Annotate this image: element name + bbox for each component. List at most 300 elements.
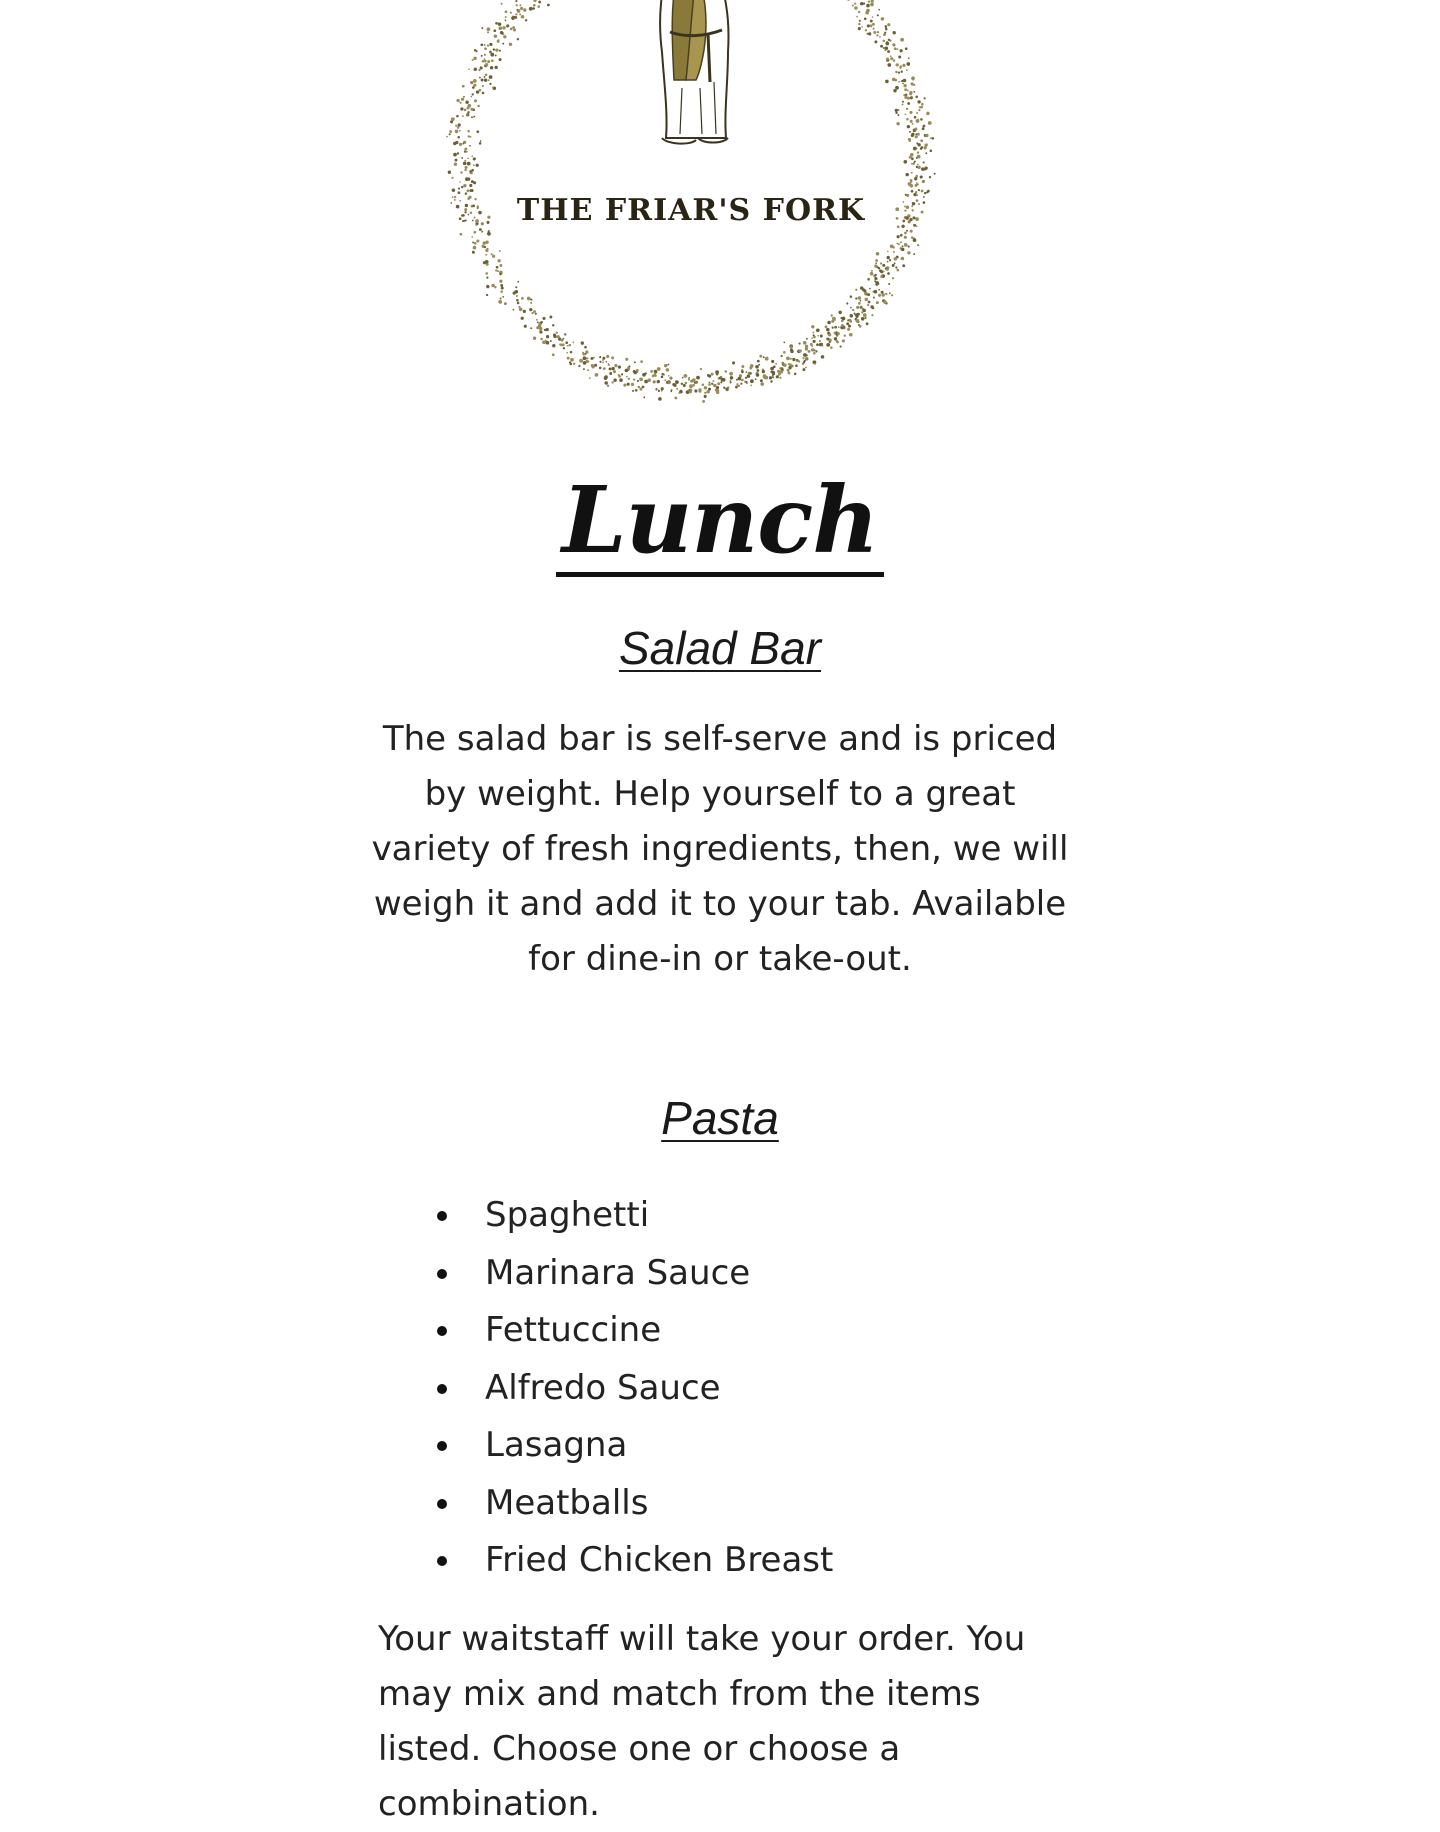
stipple-dot — [587, 357, 589, 359]
stipple-dot — [485, 249, 488, 252]
stipple-dot — [909, 221, 911, 223]
stipple-dot — [469, 189, 472, 192]
stipple-dot — [871, 0, 874, 3]
stipple-dot — [637, 380, 639, 382]
stipple-dot — [627, 383, 630, 386]
stipple-dot — [494, 286, 496, 288]
stipple-dot — [890, 55, 892, 57]
stipple-dot — [872, 23, 875, 26]
stipple-dot — [485, 241, 488, 244]
stipple-dot — [749, 372, 752, 375]
stipple-dot — [861, 317, 865, 321]
stipple-dot — [781, 355, 783, 357]
stipple-dot — [461, 98, 464, 101]
stipple-dot — [920, 175, 923, 178]
pasta-item-label: Meatballs — [485, 1483, 648, 1523]
stipple-dot — [470, 96, 472, 98]
stipple-dot — [487, 232, 491, 236]
stipple-dot — [502, 43, 504, 45]
stipple-dot — [501, 3, 503, 5]
stipple-dot — [726, 388, 729, 391]
stipple-dot — [916, 142, 918, 144]
stipple-dot — [455, 130, 459, 134]
stipple-dot — [604, 381, 607, 384]
stipple-dot — [931, 137, 934, 140]
stipple-dot — [915, 96, 918, 99]
stipple-dot — [633, 378, 635, 380]
stipple-dot — [779, 367, 781, 369]
stipple-dot — [836, 340, 838, 342]
stipple-dot — [745, 377, 747, 379]
list-item — [420, 1417, 833, 1475]
stipple-dot — [482, 85, 484, 87]
stipple-dot — [883, 33, 886, 36]
stipple-dot — [458, 123, 461, 126]
stipple-dot — [581, 341, 584, 344]
stipple-dot — [850, 295, 853, 298]
stipple-dot — [895, 207, 899, 211]
stipple-dot — [473, 157, 476, 160]
stipple-dot — [467, 177, 470, 180]
stipple-dot — [459, 143, 462, 146]
stipple-dot — [711, 373, 714, 376]
stipple-dot — [465, 192, 467, 194]
stipple-dot — [602, 359, 604, 361]
stipple-dot — [913, 162, 915, 164]
stipple-dot — [702, 383, 705, 386]
stipple-dot — [451, 117, 455, 121]
stipple-dot — [905, 47, 908, 50]
stipple-dot — [467, 130, 470, 133]
stipple-dot — [489, 51, 492, 54]
stipple-dot — [921, 167, 925, 171]
stipple-dot — [716, 391, 720, 395]
stipple-dot — [491, 59, 494, 62]
stipple-dot — [788, 366, 791, 369]
stipple-dot — [901, 80, 904, 83]
stipple-dot — [479, 89, 482, 92]
stipple-dot — [741, 365, 744, 368]
stipple-dot — [684, 374, 688, 378]
stipple-dot — [769, 376, 772, 379]
stipple-dot — [898, 56, 901, 59]
stipple-dot — [479, 142, 482, 145]
stipple-dot — [735, 386, 738, 389]
stipple-dot — [893, 251, 895, 253]
stipple-dot — [472, 59, 474, 61]
stipple-dot — [829, 341, 831, 343]
stipple-dot — [628, 378, 630, 380]
stipple-dot — [913, 147, 917, 151]
stipple-dot — [530, 302, 532, 304]
stipple-dot — [474, 49, 476, 51]
stipple-dot — [599, 367, 602, 370]
stipple-dot — [868, 32, 871, 35]
stipple-dot — [903, 160, 907, 164]
stipple-dot — [654, 372, 656, 374]
stipple-dot — [704, 386, 707, 389]
stipple-dot — [880, 275, 883, 278]
stipple-dot — [689, 384, 693, 388]
stipple-dot — [910, 120, 913, 123]
stipple-dot — [892, 78, 895, 81]
stipple-dot — [888, 283, 890, 285]
stipple-dot — [478, 211, 482, 215]
stipple-dot — [923, 161, 925, 163]
stipple-dot — [612, 381, 614, 383]
stipple-dot — [740, 383, 742, 385]
stipple-dot — [877, 14, 879, 16]
stipple-dot — [907, 251, 910, 254]
stipple-dot — [895, 71, 897, 73]
stipple-dot — [704, 392, 706, 394]
stipple-dot — [488, 79, 490, 81]
stipple-dot — [867, 293, 870, 296]
stipple-dot — [886, 57, 889, 60]
stipple-dot — [722, 378, 725, 381]
stipple-dot — [907, 102, 910, 105]
stipple-dot — [459, 181, 461, 183]
stipple-dot — [881, 291, 884, 294]
stipple-dot — [516, 295, 518, 297]
stipple-dot — [885, 42, 889, 46]
stipple-dot — [487, 27, 491, 31]
stipple-dot — [472, 220, 474, 222]
stipple-dot — [446, 136, 448, 138]
stipple-dot — [459, 217, 462, 220]
stipple-dot — [491, 253, 493, 255]
stipple-dot — [473, 231, 476, 234]
stipple-dot — [466, 114, 468, 116]
stipple-dot — [813, 340, 816, 343]
stipple-dot — [911, 163, 913, 165]
stipple-dot — [454, 196, 456, 198]
stipple-dot — [883, 47, 885, 49]
stipple-dot — [900, 241, 902, 243]
stipple-dot — [813, 336, 816, 339]
stipple-dot — [532, 7, 535, 10]
stipple-dot — [892, 43, 895, 46]
stipple-dot — [469, 184, 472, 187]
stipple-dot — [657, 380, 660, 383]
stipple-dot — [906, 206, 910, 210]
stipple-dot — [463, 184, 466, 187]
stipple-dot — [914, 128, 917, 131]
stipple-dot — [487, 60, 490, 63]
stipple-dot — [902, 245, 904, 247]
stipple-dot — [841, 324, 844, 327]
stipple-dot — [826, 337, 829, 340]
stipple-dot — [521, 297, 524, 300]
stipple-dot — [866, 322, 869, 325]
stipple-dot — [842, 339, 845, 342]
stipple-dot — [474, 68, 477, 71]
stipple-dot — [897, 114, 899, 116]
stipple-dot — [811, 337, 813, 339]
stipple-dot — [863, 313, 867, 317]
stipple-dot — [634, 361, 636, 363]
stipple-dot — [881, 17, 885, 21]
stipple-dot — [510, 28, 513, 31]
stipple-dot — [913, 253, 915, 255]
stipple-dot — [906, 108, 908, 110]
stipple-dot — [878, 289, 880, 291]
stipple-dot — [583, 368, 585, 370]
stipple-dot — [792, 358, 795, 361]
stipple-dot — [905, 216, 909, 220]
stipple-dot — [607, 385, 609, 387]
stipple-dot — [494, 34, 497, 37]
stipple-dot — [587, 369, 589, 371]
stipple-dot — [516, 299, 519, 302]
stipple-dot — [730, 381, 732, 383]
stipple-dot — [466, 151, 468, 153]
list-item — [420, 1302, 833, 1360]
stipple-dot — [891, 294, 893, 296]
stipple-dot — [471, 155, 473, 157]
stipple-dot — [799, 349, 802, 352]
stipple-dot — [890, 245, 894, 249]
stipple-dot — [681, 383, 683, 385]
stipple-dot — [482, 92, 485, 95]
stipple-dot — [902, 201, 904, 203]
stipple-dot — [795, 364, 798, 367]
stipple-dot — [678, 392, 680, 394]
stipple-dot — [895, 112, 897, 114]
stipple-dot — [744, 381, 746, 383]
stipple-dot — [909, 131, 911, 133]
stipple-dot — [524, 325, 527, 328]
stipple-dot — [855, 289, 857, 291]
stipple-dot — [676, 388, 678, 390]
stipple-dot — [917, 244, 919, 246]
stipple-dot — [448, 171, 451, 174]
stipple-dot — [713, 384, 716, 387]
stipple-dot — [473, 205, 476, 208]
stipple-dot — [549, 316, 552, 319]
stipple-dot — [667, 382, 670, 385]
stipple-dot — [517, 281, 519, 283]
stipple-dot — [804, 342, 806, 344]
stipple-dot — [916, 112, 918, 114]
stipple-dot — [831, 320, 834, 323]
stipple-dot — [917, 183, 919, 185]
stipple-dot — [712, 380, 714, 382]
stipple-dot — [904, 206, 906, 208]
stipple-dot — [867, 33, 869, 35]
stipple-dot — [756, 373, 760, 377]
stipple-dot — [772, 375, 774, 377]
stipple-dot — [860, 2, 863, 5]
stipple-dot — [730, 376, 734, 380]
stipple-dot — [834, 326, 837, 329]
stipple-dot — [870, 272, 874, 276]
bullet-icon — [437, 1384, 447, 1394]
stipple-dot — [763, 374, 767, 378]
stipple-dot — [906, 69, 908, 71]
stipple-dot — [913, 238, 915, 240]
stipple-dot — [913, 224, 916, 227]
stipple-dot — [476, 90, 479, 93]
stipple-dot — [467, 189, 470, 192]
stipple-dot — [858, 27, 861, 30]
stipple-dot — [874, 290, 878, 294]
stipple-dot — [915, 133, 917, 135]
stipple-dot — [473, 84, 476, 87]
stipple-dot — [647, 378, 651, 382]
stipple-dot — [865, 11, 869, 15]
stipple-dot — [492, 87, 494, 89]
stipple-dot — [894, 262, 896, 264]
stipple-dot — [499, 58, 502, 61]
stipple-dot — [585, 350, 588, 353]
stipple-dot — [462, 214, 465, 217]
bullet-icon — [437, 1499, 447, 1509]
stipple-dot — [611, 367, 614, 370]
bullet-icon — [437, 1211, 447, 1221]
stipple-dot — [638, 386, 641, 389]
stipple-dot — [500, 290, 503, 293]
stipple-dot — [783, 351, 786, 354]
stipple-dot — [924, 146, 927, 149]
stipple-dot — [621, 373, 623, 375]
stipple-dot — [613, 370, 616, 373]
stipple-dot — [469, 145, 471, 147]
stipple-dot — [521, 317, 524, 320]
stipple-dot — [450, 202, 452, 204]
stipple-dot — [457, 126, 460, 129]
stipple-dot — [609, 367, 612, 370]
stipple-dot — [870, 3, 874, 7]
stipple-dot — [481, 27, 483, 29]
stipple-dot — [888, 39, 890, 41]
stipple-dot — [889, 259, 891, 261]
stipple-dot — [567, 345, 569, 347]
stipple-dot — [486, 294, 488, 296]
stipple-dot — [900, 234, 903, 237]
stipple-dot — [502, 296, 504, 298]
stipple-dot — [921, 103, 924, 106]
stipple-dot — [454, 199, 456, 201]
stipple-dot — [480, 140, 482, 142]
stipple-dot — [467, 162, 471, 166]
stipple-dot — [892, 264, 895, 267]
stipple-dot — [811, 345, 813, 347]
stipple-dot — [520, 7, 523, 10]
stipple-dot — [880, 262, 882, 264]
stipple-dot — [902, 264, 905, 267]
stipple-dot — [614, 364, 617, 367]
stipple-dot — [708, 383, 711, 386]
stipple-dot — [655, 388, 657, 390]
stipple-dot — [811, 348, 814, 351]
stipple-dot — [483, 261, 486, 264]
stipple-dot — [747, 375, 750, 378]
stipple-dot — [732, 361, 735, 364]
stipple-dot — [499, 273, 501, 275]
stipple-dot — [661, 376, 664, 379]
stipple-dot — [468, 214, 470, 216]
stipple-dot — [830, 346, 833, 349]
logo-wordmark: THE FRIAR'S FORK — [517, 193, 865, 228]
stipple-dot — [926, 191, 928, 193]
stipple-dot — [898, 243, 900, 245]
stipple-dot — [666, 368, 670, 372]
stipple-dot — [813, 352, 816, 355]
stipple-dot — [755, 378, 757, 380]
stipple-dot — [913, 193, 916, 196]
stipple-dot — [470, 212, 473, 215]
stipple-dot — [451, 177, 453, 179]
friar-figure-icon — [660, 0, 728, 144]
stipple-dot — [928, 121, 932, 125]
stipple-dot — [618, 366, 621, 369]
friars-fork-logo — [446, 0, 936, 402]
stipple-dot — [477, 205, 479, 207]
stipple-dot — [489, 43, 492, 46]
stipple-dot — [921, 211, 924, 214]
stipple-dot — [854, 3, 856, 5]
stipple-dot — [533, 4, 536, 7]
stipple-dot — [816, 343, 819, 346]
stipple-dot — [874, 277, 877, 280]
stipple-dot — [840, 346, 842, 348]
stipple-dot — [623, 384, 626, 387]
stipple-dot — [909, 92, 912, 95]
bullet-icon — [437, 1326, 447, 1336]
stipple-dot — [538, 1, 541, 4]
stipple-dot — [776, 375, 779, 378]
stipple-dot — [470, 108, 473, 111]
stipple-dot — [854, 6, 858, 10]
stipple-dot — [876, 34, 878, 36]
stipple-dot — [917, 164, 919, 166]
stipple-dot — [467, 158, 469, 160]
stipple-dot — [652, 374, 655, 377]
stipple-dot — [473, 246, 477, 250]
stipple-dot — [763, 356, 765, 358]
stipple-dot — [917, 166, 920, 169]
stipple-dot — [667, 364, 669, 366]
stipple-dot — [497, 259, 500, 262]
stipple-dot — [702, 400, 705, 403]
stipple-dot — [870, 20, 873, 23]
stipple-dot — [467, 107, 470, 110]
stipple-dot — [864, 17, 867, 20]
stipple-dot — [536, 326, 539, 329]
stipple-dot — [837, 332, 840, 335]
stipple-dot — [849, 333, 853, 337]
stipple-dot — [911, 190, 914, 193]
stipple-dot — [449, 130, 452, 133]
stipple-dot — [920, 148, 922, 150]
stipple-dot — [487, 31, 489, 33]
stipple-dot — [906, 62, 910, 66]
stipple-dot — [783, 342, 785, 344]
stipple-dot — [856, 16, 858, 18]
stipple-dot — [484, 60, 487, 63]
stipple-dot — [834, 319, 836, 321]
stipple-dot — [716, 386, 719, 389]
stipple-dot — [515, 0, 517, 2]
stipple-dot — [924, 167, 927, 170]
stipple-dot — [515, 13, 517, 15]
stipple-dot — [463, 162, 467, 166]
stipple-dot — [875, 262, 877, 264]
stipple-dot — [470, 81, 473, 84]
stipple-dot — [904, 236, 907, 239]
stipple-dot — [462, 115, 464, 117]
